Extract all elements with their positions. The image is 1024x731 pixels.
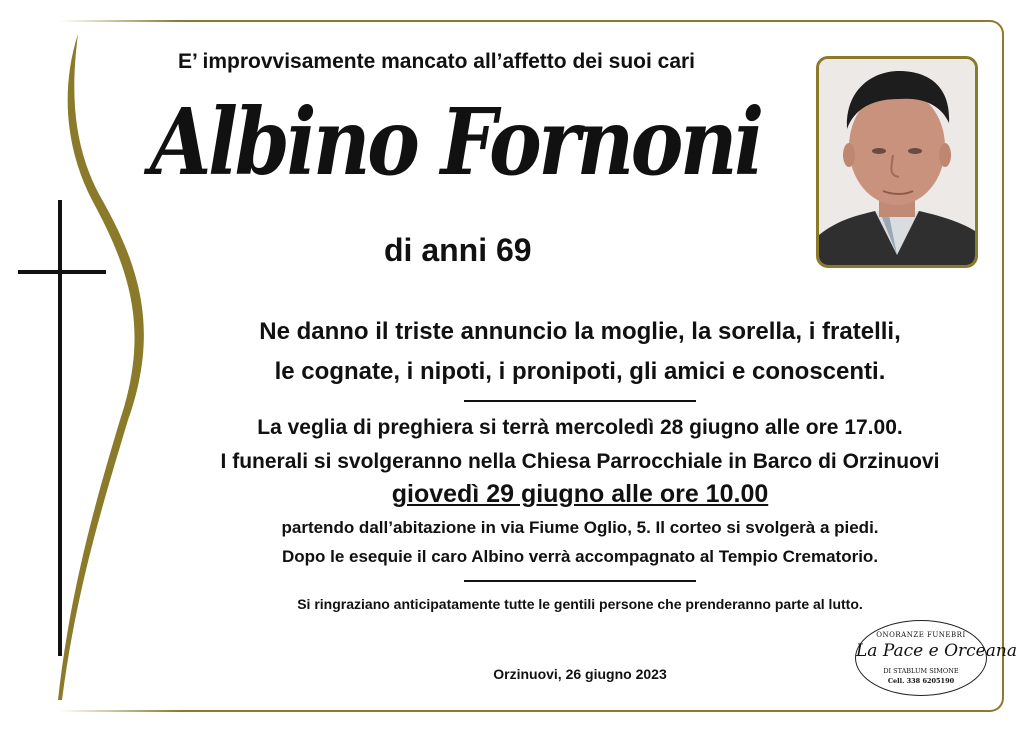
- cremation-text: Dopo le esequie il caro Albino verrà accompagnato al Tempio Crematorio.: [281, 547, 879, 566]
- deceased-age: di anni 69: [384, 232, 532, 268]
- logo-name: La Pace e Orceana: [856, 641, 1017, 661]
- deceased-name: Albino Fornoni: [150, 88, 761, 196]
- announcement-line-1: Ne danno il triste annuncio la moglie, la sorella, i fratelli,: [259, 318, 901, 345]
- funeral-date: giovedì 29 giugno alle ore 10.00: [391, 480, 769, 508]
- place-date: Orzinuovi, 26 giugno 2023: [493, 666, 667, 682]
- vigil-text: La veglia di preghiera si terrà mercoledì 28 giugno alle ore 17.00.: [257, 416, 903, 439]
- announcement-line-2: le cognate, i nipoti, i pronipoti, gli amici e conoscenti.: [274, 358, 886, 385]
- funeral-text: I funerali si svolgeranno nella Chiesa Parrocchiale in Barco di Orzinuovi: [220, 450, 940, 473]
- logo-line-4: Cell. 338 6205190: [887, 677, 955, 685]
- cross-icon-vertical: [58, 200, 62, 656]
- portrait-image: [819, 59, 975, 265]
- procession-text: partendo dall’abitazione in via Fiume Oglio, 5. Il corteo si svolgerà a piedi.: [281, 518, 879, 537]
- deceased-photo: [816, 56, 978, 268]
- gold-swoosh-decoration: [0, 0, 160, 731]
- cross-icon-horizontal: [18, 270, 106, 274]
- intro-text: E’ improvvisamente mancato all’affetto dei suoi cari: [178, 50, 696, 73]
- announcement: [160, 312, 1000, 392]
- divider-bottom: [464, 580, 696, 582]
- thanks-text: Si ringraziano anticipatamente tutte le gentili persone che prenderanno parte al lutto.: [297, 596, 863, 612]
- logo-line-3: DI STABLUM SIMONE: [883, 667, 959, 675]
- divider-top: [464, 400, 696, 402]
- funeral-agency-logo: [855, 620, 1017, 696]
- logo-line-1: ONORANZE FUNEBRI: [876, 631, 966, 639]
